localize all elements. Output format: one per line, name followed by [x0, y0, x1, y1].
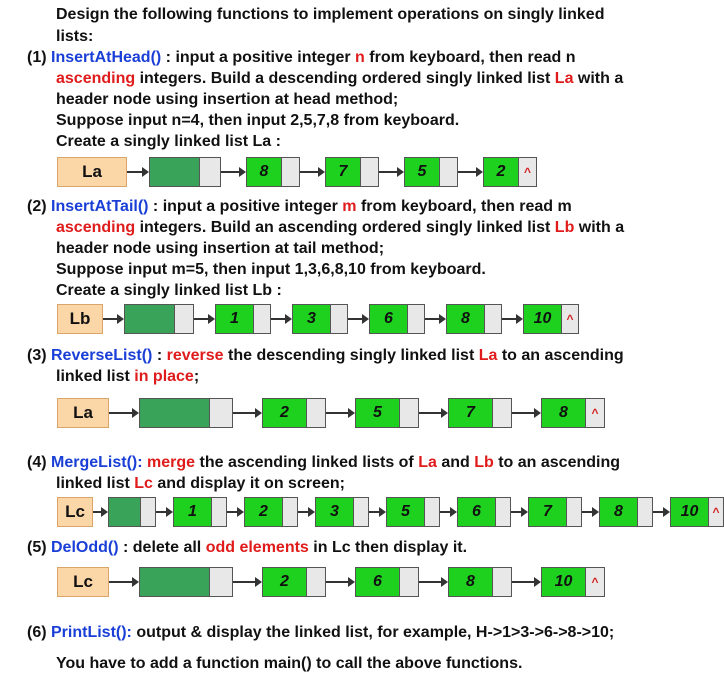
node-value: 8 — [447, 305, 484, 333]
s1-line-3: header node using insertion at head method; — [56, 91, 399, 108]
header-node — [124, 304, 194, 334]
s3-in-place: in place — [134, 368, 194, 385]
link-arrow — [512, 412, 539, 414]
link-arrow — [93, 511, 106, 513]
s1-line-4: Suppose input n=4, then input 2,5,7,8 from keyboard. — [56, 112, 460, 129]
s4-line-1 — [27, 452, 620, 473]
s4-l2-text: linked list — [56, 475, 135, 492]
s2-var: m — [342, 198, 357, 215]
list-label: La — [57, 157, 127, 187]
list-node — [448, 567, 512, 597]
s2-func: InsertAtTail() — [51, 198, 149, 215]
node-value: 10 — [671, 498, 708, 526]
s3-l2-end: ; — [193, 368, 200, 385]
s1-ascending: ascending — [56, 70, 136, 87]
next-pointer — [360, 158, 378, 186]
s6-line-1 — [27, 622, 614, 643]
next-pointer — [566, 498, 581, 526]
list-node — [457, 497, 511, 527]
list-node — [262, 398, 326, 428]
s1-l2-text-2: with a — [573, 70, 624, 87]
node-value: 1 — [216, 305, 253, 333]
null-pointer-mark: ^ — [518, 158, 536, 186]
link-arrow — [379, 171, 402, 173]
list-label: Lb — [57, 304, 103, 334]
list-node — [355, 567, 419, 597]
link-arrow — [233, 412, 260, 414]
link-arrow — [221, 171, 244, 173]
header-node — [108, 497, 156, 527]
s1-var: n — [355, 49, 365, 66]
node-value: 5 — [405, 158, 439, 186]
list-node — [446, 304, 502, 334]
link-arrow — [233, 581, 260, 583]
list-node — [262, 567, 326, 597]
s2-l2-var: Lb — [554, 219, 575, 236]
header-node — [149, 157, 221, 187]
link-arrow — [502, 318, 521, 320]
link-arrow — [425, 318, 444, 320]
link-arrow — [512, 581, 539, 583]
s1-line-1 — [27, 47, 576, 68]
link-arrow — [326, 412, 353, 414]
next-pointer — [306, 399, 325, 427]
node-value: 5 — [356, 399, 399, 427]
s2-text-2: from keyboard, then read m — [356, 198, 572, 215]
null-pointer-mark: ^ — [561, 305, 578, 333]
list-node — [523, 304, 579, 334]
s3-line-1 — [27, 345, 624, 366]
next-pointer — [353, 498, 368, 526]
s3-l2-text: linked list — [56, 368, 135, 385]
node-value: 5 — [387, 498, 424, 526]
node-value: 1 — [174, 498, 211, 526]
node-value: 2 — [245, 498, 282, 526]
node-value: 8 — [247, 158, 281, 186]
s6-num: (6) — [27, 624, 51, 641]
link-arrow — [369, 511, 384, 513]
s5-line-1 — [27, 537, 467, 558]
link-arrow — [194, 318, 213, 320]
next-pointer — [492, 399, 511, 427]
intro-line-1: Design the following functions to implement operations on singly linked — [56, 6, 605, 23]
s2-l2-text: integers. Build an ascending ordered singly linked list — [135, 219, 555, 236]
list-node — [541, 398, 605, 428]
s2-num: (2) — [27, 198, 51, 215]
link-arrow — [326, 581, 353, 583]
list-node — [325, 157, 379, 187]
list-node — [404, 157, 458, 187]
s6-func: PrintList(): — [51, 624, 132, 641]
s4-merge: merge — [147, 454, 196, 471]
s1-num: (1) — [27, 49, 51, 66]
link-arrow — [348, 318, 367, 320]
node-value: 2 — [263, 568, 306, 596]
node-value: 8 — [542, 399, 585, 427]
next-pointer — [399, 399, 418, 427]
link-arrow — [227, 511, 242, 513]
link-arrow — [156, 511, 171, 513]
link-arrow — [653, 511, 668, 513]
s4-func: MergeList(): — [51, 454, 143, 471]
node-value: 7 — [449, 399, 492, 427]
next-pointer — [424, 498, 439, 526]
list-node — [292, 304, 348, 334]
s1-l2-var: La — [554, 70, 574, 87]
node-value: 6 — [370, 305, 407, 333]
next-pointer — [211, 498, 226, 526]
s3-text-2: the descending singly linked list — [223, 347, 479, 364]
list-label: Lc — [57, 567, 109, 597]
list-node — [599, 497, 653, 527]
list-node — [386, 497, 440, 527]
s1-l2-text: integers. Build a descending ordered singly linked list — [135, 70, 555, 87]
link-arrow — [127, 171, 147, 173]
s4-line-2 — [56, 473, 345, 494]
s2-text: : input a positive integer — [148, 198, 343, 215]
list-node — [528, 497, 582, 527]
s3-line-2 — [56, 366, 199, 387]
node-value: 3 — [316, 498, 353, 526]
s4-l2-text-2: and display it on screen; — [152, 475, 345, 492]
s2-line-1 — [27, 196, 572, 217]
next-pointer — [399, 568, 418, 596]
next-pointer — [492, 568, 511, 596]
s5-num: (5) — [27, 539, 51, 556]
s3-text-3: to an ascending — [497, 347, 624, 364]
list-node — [173, 497, 227, 527]
link-arrow — [582, 511, 597, 513]
next-pointer — [439, 158, 457, 186]
link-arrow — [300, 171, 323, 173]
list-node — [448, 398, 512, 428]
list-node — [215, 304, 271, 334]
next-pointer — [407, 305, 424, 333]
list-label: Lc — [57, 497, 93, 527]
node-value: 7 — [529, 498, 566, 526]
link-arrow — [419, 581, 446, 583]
s5-text: : delete all — [118, 539, 206, 556]
link-arrow — [440, 511, 455, 513]
link-arrow — [109, 412, 137, 414]
next-pointer — [281, 158, 299, 186]
list-node — [483, 157, 537, 187]
header-node — [139, 398, 233, 428]
node-value: 8 — [449, 568, 492, 596]
s1-line-5: Create a singly linked list La : — [56, 133, 281, 150]
list-node — [315, 497, 369, 527]
s2-ascending: ascending — [56, 219, 136, 236]
list-node — [246, 157, 300, 187]
s5-odd-elements: odd elements — [205, 539, 309, 556]
link-arrow — [419, 412, 446, 414]
s2-line-3: header node using insertion at tail method; — [56, 240, 385, 257]
link-arrow — [109, 581, 137, 583]
s4-var-lb: Lb — [474, 454, 494, 471]
next-pointer — [253, 305, 270, 333]
s3-num: (3) — [27, 347, 51, 364]
link-arrow — [103, 318, 122, 320]
s4-text-3: to an ascending — [493, 454, 621, 471]
node-value: 2 — [484, 158, 518, 186]
s2-line-5: Create a singly linked list Lb : — [56, 282, 282, 299]
list-node — [355, 398, 419, 428]
s6-text: output & display the linked list, for example, H->1>3->6->8->10; — [131, 624, 615, 641]
null-pointer-mark: ^ — [585, 399, 604, 427]
node-value: 8 — [600, 498, 637, 526]
s1-text-2: from keyboard, then read n — [364, 49, 576, 66]
s3-func: ReverseList() — [51, 347, 153, 364]
link-arrow — [298, 511, 313, 513]
intro-line-2: lists: — [56, 28, 94, 45]
node-value: 2 — [263, 399, 306, 427]
s1-text: : input a positive integer — [161, 49, 356, 66]
header-node — [139, 567, 233, 597]
list-label: La — [57, 398, 109, 428]
next-pointer — [282, 498, 297, 526]
next-pointer — [637, 498, 652, 526]
s5-text-2: in Lc then display it. — [308, 539, 468, 556]
next-pointer — [495, 498, 510, 526]
node-value: 6 — [356, 568, 399, 596]
null-pointer-mark: ^ — [708, 498, 723, 526]
node-value: 6 — [458, 498, 495, 526]
s3-text: : — [152, 347, 167, 364]
s4-num: (4) — [27, 454, 51, 471]
list-node — [244, 497, 298, 527]
node-value: 3 — [293, 305, 330, 333]
node-value: 7 — [326, 158, 360, 186]
s3-var: La — [478, 347, 498, 364]
link-arrow — [458, 171, 481, 173]
footer-note: You have to add a function main() to call the above functions. — [56, 655, 523, 672]
list-node — [670, 497, 724, 527]
s4-text-2: and — [436, 454, 475, 471]
node-value: 10 — [542, 568, 585, 596]
s2-line-4: Suppose input m=5, then input 1,3,6,8,10 from keyboard. — [56, 261, 486, 278]
s4-l2-var: Lc — [134, 475, 153, 492]
s4-text: the ascending linked lists of — [195, 454, 419, 471]
link-arrow — [511, 511, 526, 513]
next-pointer — [484, 305, 501, 333]
link-arrow — [271, 318, 290, 320]
null-pointer-mark: ^ — [585, 568, 604, 596]
s5-func: DelOdd() — [51, 539, 119, 556]
s2-l2-text-2: with a — [574, 219, 625, 236]
s1-func: InsertAtHead() — [51, 49, 162, 66]
s3-reverse: reverse — [166, 347, 224, 364]
next-pointer — [330, 305, 347, 333]
s4-var-la: La — [418, 454, 437, 471]
list-node — [369, 304, 425, 334]
list-node — [541, 567, 605, 597]
node-value: 10 — [524, 305, 561, 333]
s1-line-2 — [56, 68, 623, 89]
s2-line-2 — [56, 217, 624, 238]
next-pointer — [306, 568, 325, 596]
